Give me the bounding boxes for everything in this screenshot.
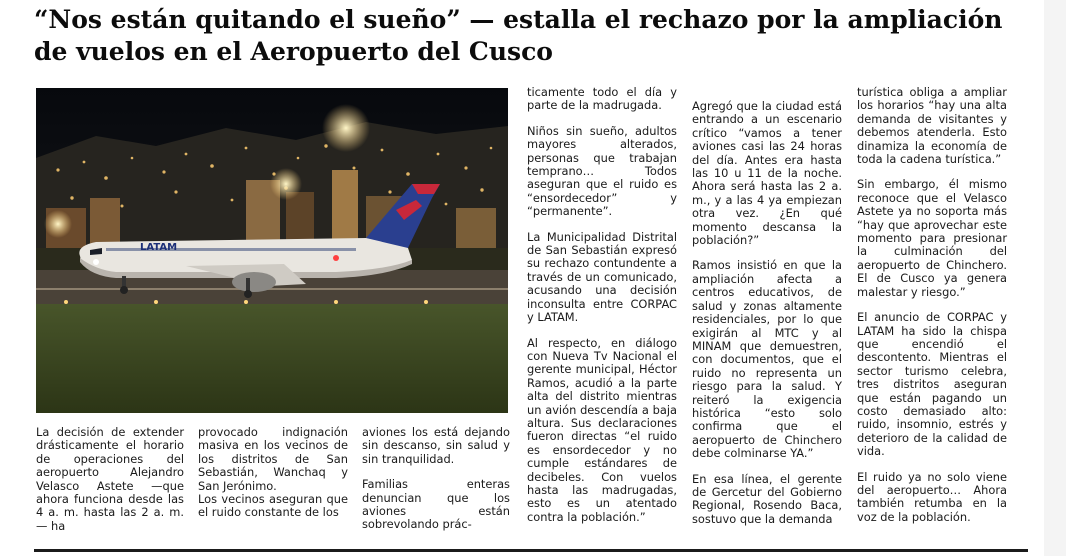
headline: “Nos están quitando el sueño” — estalla el rechazo por la ampliación de vuelos en el Aeropuerto del Cusco <box>34 5 1003 66</box>
paragraph: El ruido ya no solo viene del aeropuerto… Ahora también retumba en la voz de la población. <box>857 469 1007 524</box>
page-edge <box>1044 0 1066 556</box>
paragraph: La Municipalidad Distrital de San Sebastián expresó su rechazo contundente a través de un comunicado, acusando una decisión inconsulta entre CORPAC y LATAM. <box>527 229 677 325</box>
paragraph: El anuncio de CORPAC y LATAM ha sido la chispa que encendió el descontento. Mientras el sector turismo celebra, tres distritos aseguran que están pagando un costo demasiado alto: ruido, insomnio, estrés y deterioro de la calidad de vida. <box>857 310 1007 459</box>
paragraph: Al respecto, en diálogo con Nueva Tv Nacional el gerente municipal, Héctor Ramos, acudió a la parte alta del distrito mientras un avión descendía a baja altura. Sus declaraciones fueron directas “el ruido es ensordecedor y no cumple estándares de decibeles. Con vuelos hasta las madrugadas, esto es un atentado contra la población.” <box>527 335 677 524</box>
paragraph: Ramos insistió en que la ampliación afecta a centros educativos, de salud y zonas altamente residenciales, por lo que exigirán al MTC y al MINAM que demuestren, con documentos, que el ruido no representa un riesgo para la salud. Y reiteró la exigencia histórica “esto solo confirma que el aeropuerto de Chinchero debe colminarse YA.” <box>692 258 842 461</box>
paragraph: turística obliga a ampliar los horarios “hay una alta demanda de visitantes y debemos atenderla. Esto dinamiza la economía de toda la cadena turística.” <box>857 85 1007 167</box>
column-1 <box>36 426 184 545</box>
column-2 <box>198 426 348 532</box>
paragraph: Familias enteras denuncian que los aviones están sobrevolando prác- <box>362 477 510 532</box>
paragraph: Sin embargo, él mismo reconoce que el Velasco Astete ya no soporta más “hay que aprovechar este momento para presionar la culminación del aeropuerto de Chinchero. El de Cusco ya genera malestar y riesgo.” <box>857 177 1007 299</box>
paragraph: ticamente todo el día y parte de la madrugada. <box>527 85 677 113</box>
column-3 <box>362 426 510 544</box>
photo-illustration <box>36 88 508 413</box>
column-5 <box>692 100 842 538</box>
paragraph: Agregó que la ciudad está entrando a un escenario crítico “vamos a tener aviones casi las 24 horas del día. Antes era hasta las 10 u 11 de la noche. Ahora será hasta las 2 a. m., y a las 4 ya empiezan otra vez. ¿En qué momento descansa la población?” <box>692 99 842 248</box>
bottom-rule <box>34 549 1028 552</box>
paragraph: aviones los está dejando sin descanso, sin salud y sin tranquilidad. <box>362 425 510 466</box>
column-4 <box>527 86 677 536</box>
latam-logo-text: LATAM <box>140 242 178 253</box>
airplane-night-photo <box>36 88 508 413</box>
column-6 <box>857 86 1007 536</box>
paragraph: En esa línea, el gerente de Gercetur del Gobierno Regional, Rosendo Baca, sostuvo que la demanda <box>692 471 842 526</box>
paragraph: Niños sin sueño, adultos mayores alterados, personas que trabajan temprano… Todos aseguran que el ruido es “ensordecedor” y “permanente”. <box>527 123 677 219</box>
paragraph: Los vecinos aseguran que el ruido constante de los <box>198 492 348 520</box>
paragraph: La decisión de extender drásticamente el horario de operaciones del aeropuerto Alejandro Velasco Astete —que ahora funciona desde las 4 a. m. hasta las 2 a. m.— ha <box>36 425 184 533</box>
paragraph: provocado indignación masiva en los vecinos de los distritos de San Sebastián, Wanchaq y San Jerónimo. <box>198 425 348 493</box>
